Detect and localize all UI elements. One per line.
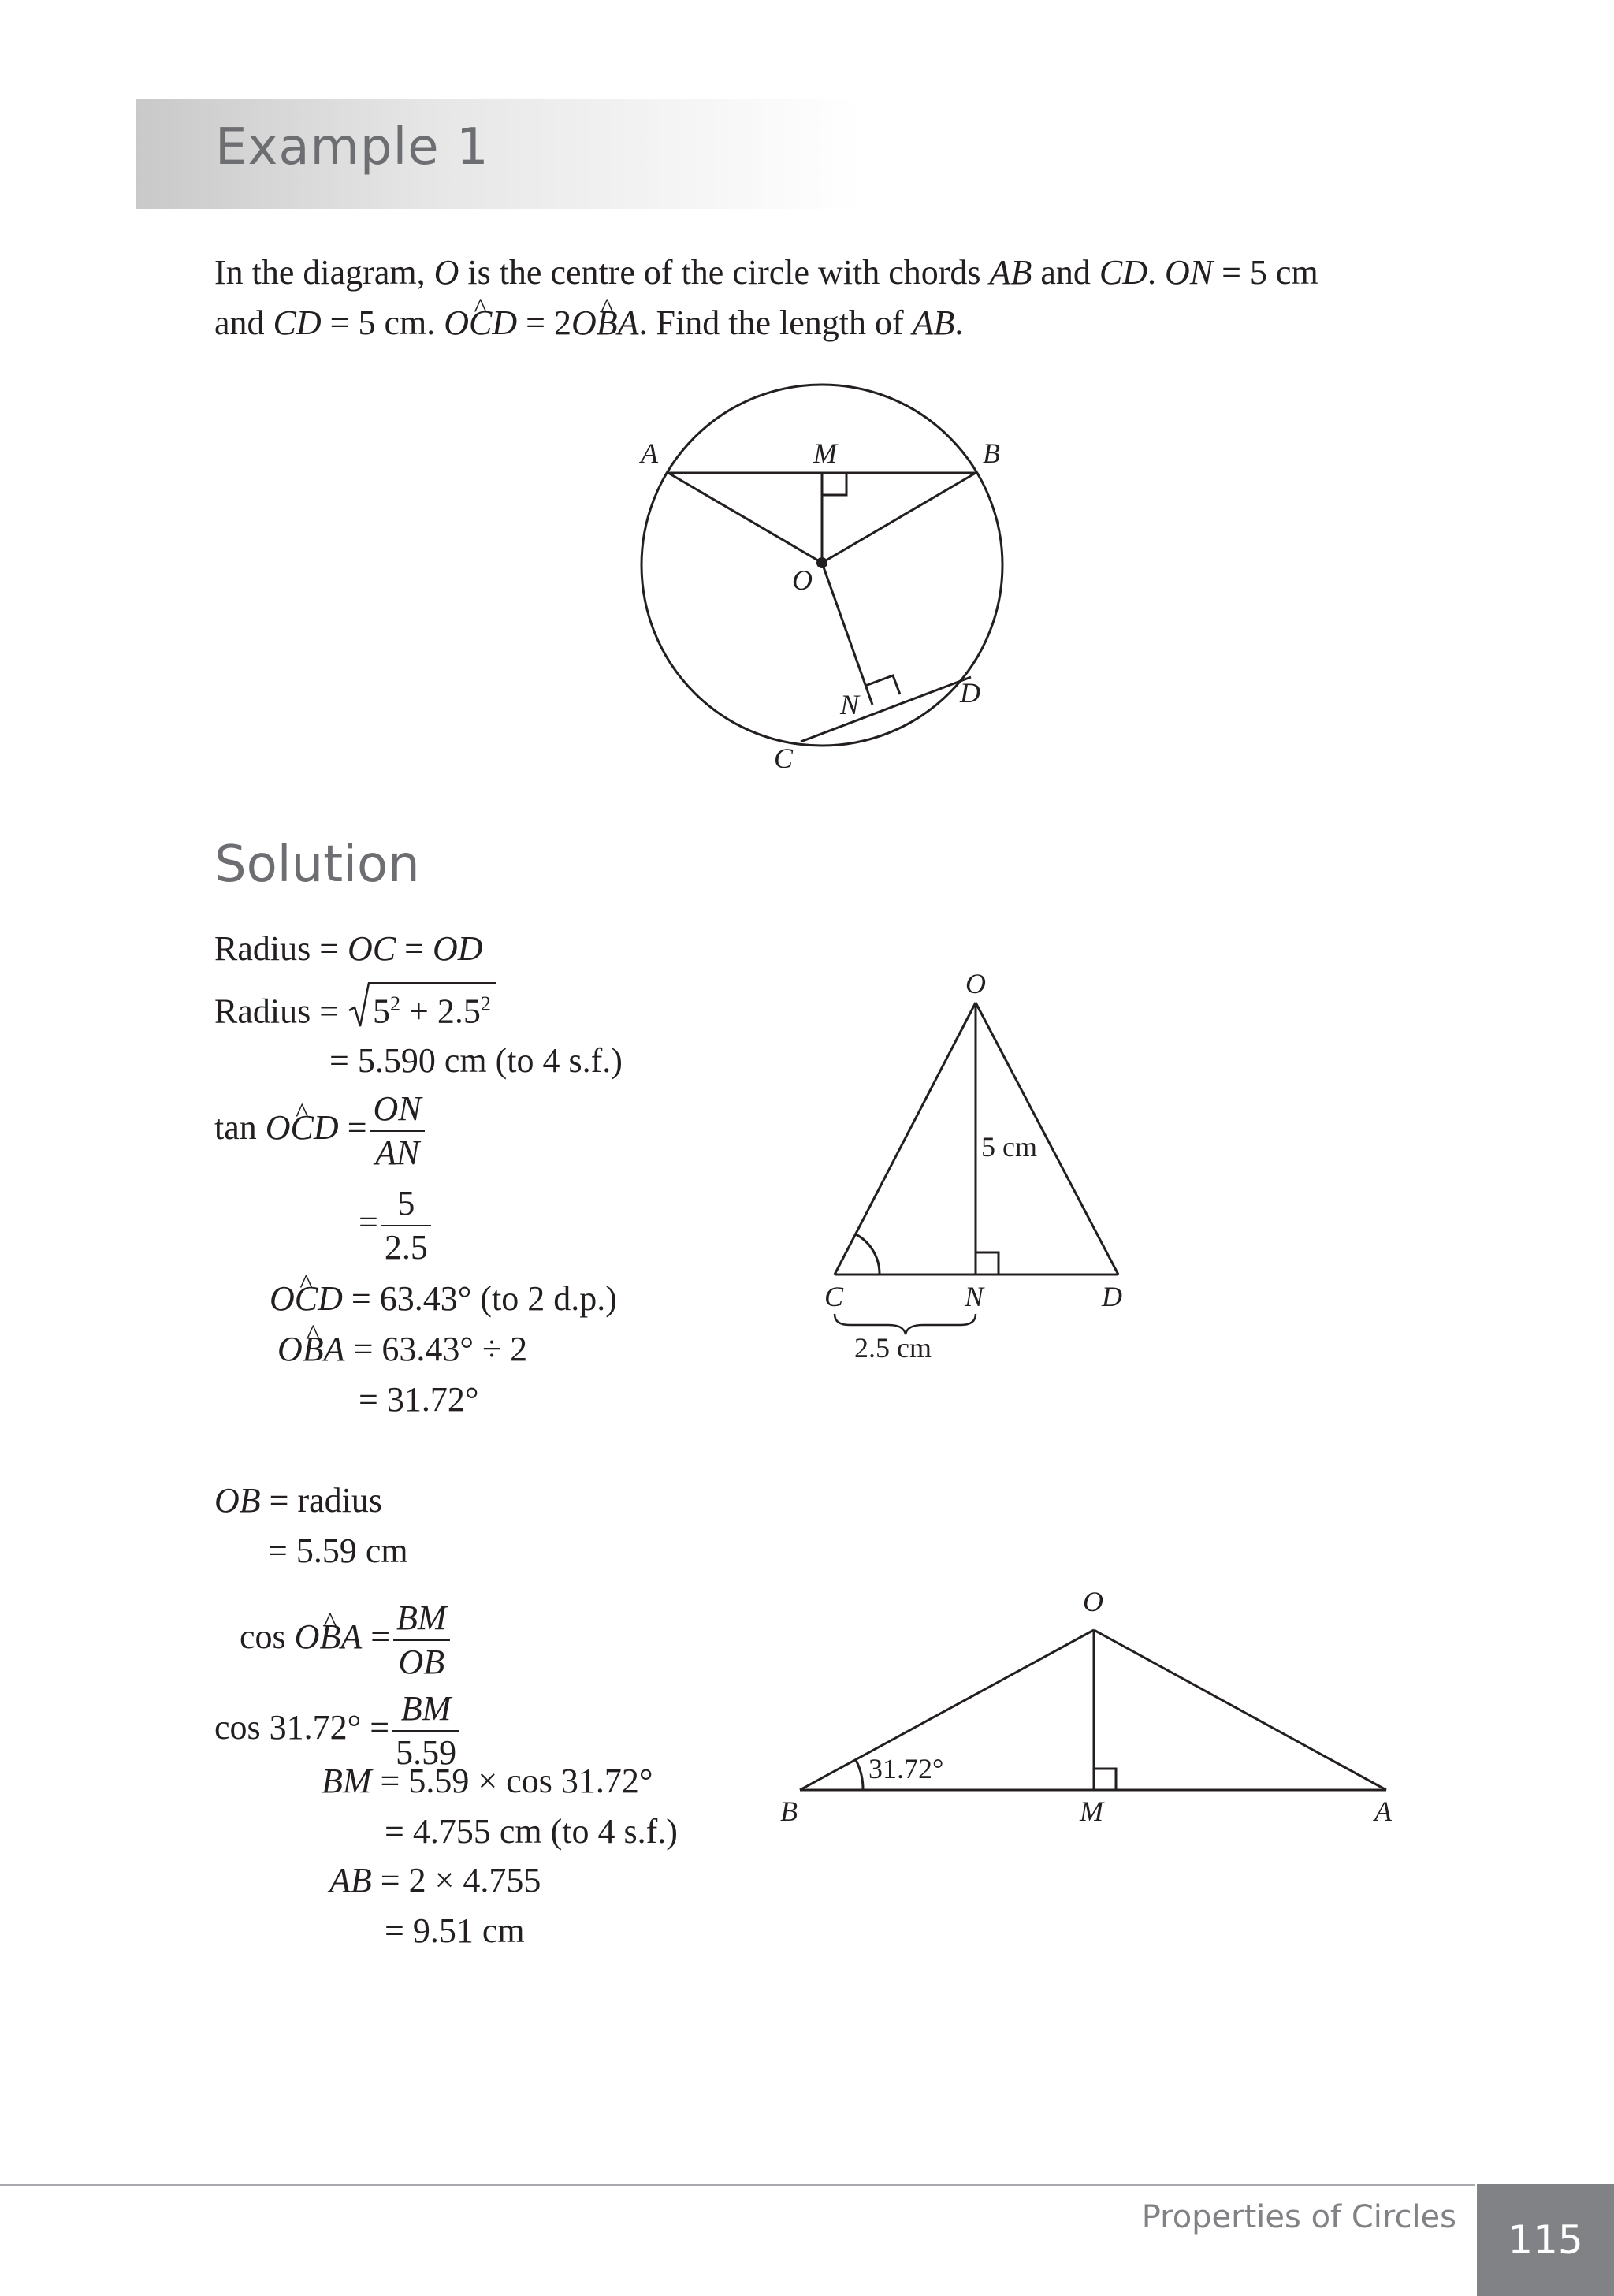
label-c: C: [824, 1281, 844, 1312]
radius-ob: [822, 473, 976, 563]
solution-title: Solution: [214, 835, 420, 894]
label-d: D: [1102, 1281, 1122, 1312]
step-radius-value: = 5.590 cm (to 4 s.f.): [329, 1041, 623, 1080]
footer-chapter-title: Properties of Circles: [1141, 2199, 1456, 2235]
label-side: 5 cm: [981, 1131, 1037, 1163]
step-bm-value: = 4.755 cm (to 4 s.f.): [385, 1812, 678, 1851]
triangle-ocd-diagram: [812, 962, 1143, 1371]
example-title: Example 1: [215, 118, 489, 177]
side-ob: [800, 1630, 1094, 1790]
segment-on: [822, 563, 872, 705]
step-angle-value: = 31.72°: [359, 1380, 479, 1419]
fraction-5-2-5: $\frac{5}{2.5}$: [381, 1182, 431, 1269]
right-angle-n: [976, 1252, 999, 1275]
circle-diagram: [623, 370, 1032, 780]
side-oc: [835, 1003, 976, 1275]
fraction-on-an: $\frac{ON}{AN}$: [370, 1088, 425, 1174]
right-angle-m: [1094, 1769, 1116, 1790]
label-a: A: [641, 437, 658, 469]
chord-cd: [801, 677, 971, 742]
label-angle: 31.72°: [868, 1753, 944, 1784]
step-cos-value: cos 31.72° = $\frac{BM}{5.59}$: [214, 1688, 463, 1774]
step-radius-def: Radius = OC = OD: [214, 929, 483, 968]
step-ob: OB = radius: [214, 1481, 382, 1520]
label-m: M: [1080, 1795, 1103, 1827]
label-o: O: [965, 968, 986, 999]
label-n: N: [965, 1281, 984, 1312]
step-angle-ocd: O^ CD = 63.43° (to 2 d.p.): [270, 1278, 617, 1319]
label-c: C: [774, 742, 794, 774]
problem-line-1: In the diagram, O is the centre of the circle with chords AB and CD. ON = 5 cm: [214, 253, 1318, 292]
right-angle-n: [865, 675, 900, 694]
label-n: N: [840, 689, 860, 720]
label-a: A: [1374, 1795, 1392, 1827]
label-o: O: [1083, 1586, 1103, 1617]
fraction-bm-ob: $\frac{BM}{OB}$: [393, 1597, 450, 1684]
step-ab: AB = 2 × 4.755: [329, 1861, 541, 1900]
side-oa: [1094, 1630, 1386, 1790]
right-angle-m: [822, 473, 846, 495]
sqrt-expression: $5^2 + 2.5^2$: [348, 982, 496, 1033]
label-o: O: [792, 564, 813, 596]
step-tan: tan O^ CD = $\frac{ON}{AN}$: [214, 1088, 428, 1174]
step-angle-oba: O^ BA = 63.43° ÷ 2: [277, 1329, 527, 1370]
label-d: D: [960, 677, 980, 709]
angle-arc-b: [856, 1760, 863, 1790]
step-ob-value: = 5.59 cm: [268, 1531, 408, 1570]
label-b: B: [780, 1795, 798, 1827]
triangle-oba-diagram: [764, 1576, 1411, 1844]
step-bm: BM = 5.59 × cos 31.72°: [322, 1762, 653, 1800]
problem-statement: [214, 247, 1475, 348]
angle-arc-c: [856, 1234, 880, 1275]
fraction-bm-559: $\frac{BM}{5.59}$: [392, 1688, 459, 1774]
centre-point: [816, 557, 827, 568]
footer-divider: [0, 2184, 1475, 2186]
step-tan-value: = $\frac{5}{2.5}$: [359, 1182, 434, 1269]
label-b: B: [983, 437, 1000, 469]
step-ab-value: = 9.51 cm: [385, 1911, 525, 1950]
step-radius-sqrt: Radius = $5^2 + 2.5^2$: [214, 982, 496, 1033]
label-m: M: [813, 437, 837, 469]
step-cos: cos O^ BA = $\frac{BM}{OB}$: [240, 1597, 453, 1684]
label-base: 2.5 cm: [854, 1332, 932, 1364]
problem-line-2: and CD = 5 cm. O^ CD = 2O^ BA. Find the length of AB.: [214, 298, 1475, 348]
page-number: 115: [1477, 2184, 1614, 2296]
radius-oa: [668, 473, 822, 563]
